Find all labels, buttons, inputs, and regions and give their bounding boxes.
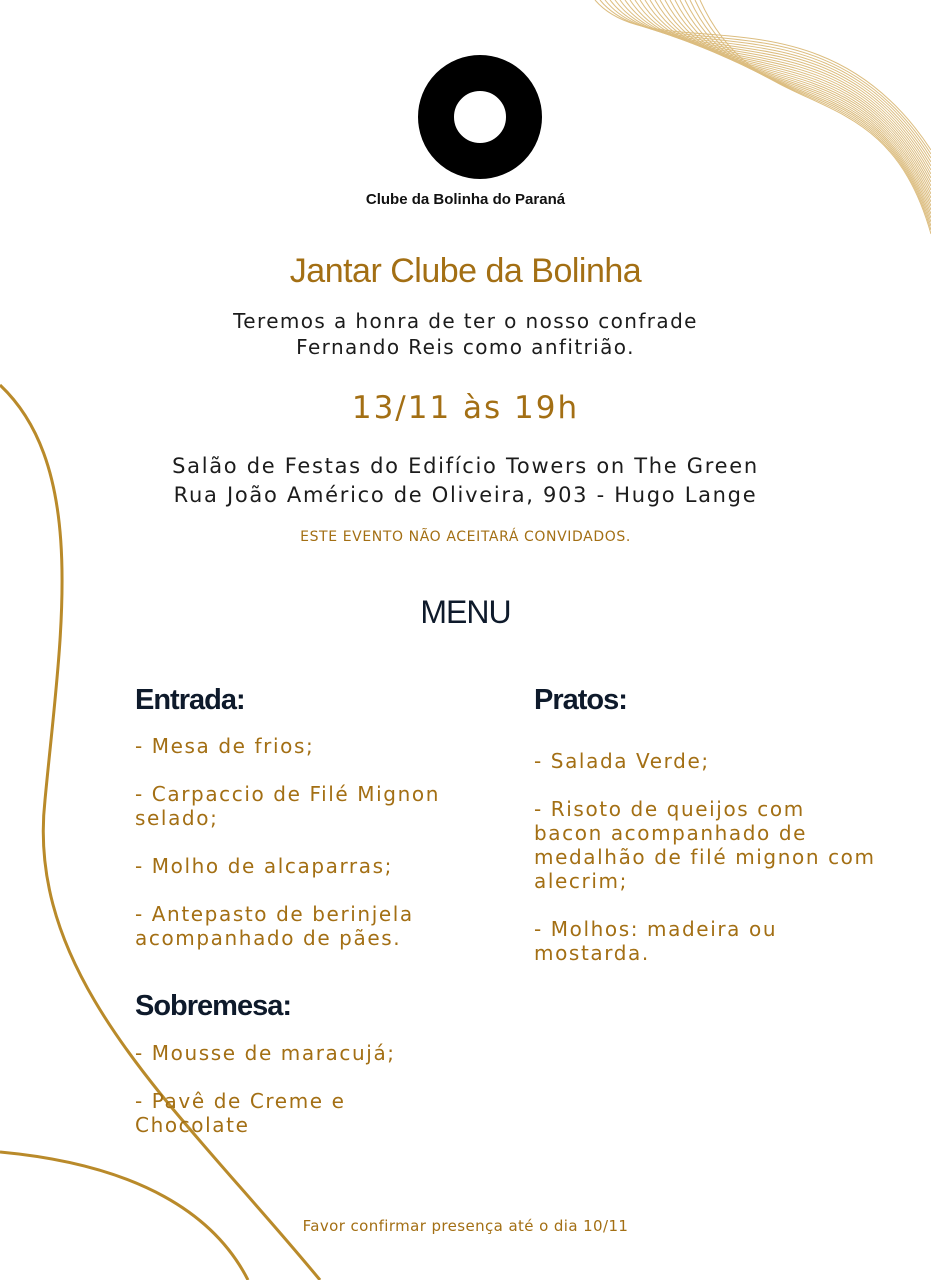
list-item: - Risoto de queijos com bacon acompanhado de medalhão de filé mignon com alecrim; bbox=[534, 797, 876, 893]
list-item: - Mousse de maracujá; bbox=[135, 1041, 396, 1065]
event-venue bbox=[0, 452, 931, 510]
list-item: - Mesa de frios; bbox=[135, 734, 315, 758]
list-item: - Pavê de Creme e Chocolate bbox=[135, 1089, 346, 1137]
bottom-gold-curve bbox=[0, 1152, 248, 1280]
wave-line bbox=[610, 0, 931, 162]
list-item: - Molho de alcaparras; bbox=[135, 854, 393, 878]
venue-line-2: Rua João Américo de Oliveira, 903 - Hugo Lange bbox=[173, 483, 758, 507]
entrada-list bbox=[135, 734, 507, 974]
pratos-list bbox=[534, 749, 879, 989]
sobremesa-title: Sobremesa: bbox=[135, 990, 292, 1022]
event-intro bbox=[0, 308, 931, 360]
list-item: - Molhos: madeira ou mostarda. bbox=[534, 917, 778, 965]
menu-heading: MENU bbox=[420, 594, 511, 630]
event-datetime: 13/11 às 19h bbox=[351, 390, 580, 426]
wave-line bbox=[635, 0, 931, 182]
venue-line-1: Salão de Festas do Edifício Towers on The Green bbox=[172, 454, 759, 478]
intro-line-1: Teremos a honra de ter o nosso confrade bbox=[233, 309, 698, 333]
wave-line bbox=[640, 0, 931, 186]
rsvp-note: Favor confirmar presença até o dia 10/11 bbox=[302, 1217, 629, 1235]
wave-line bbox=[650, 0, 931, 194]
list-item: - Salada Verde; bbox=[534, 749, 710, 773]
wave-line bbox=[655, 0, 931, 198]
event-title: Jantar Clube da Bolinha bbox=[289, 252, 642, 290]
club-name: Clube da Bolinha do Paraná bbox=[365, 191, 566, 208]
pratos-title: Pratos: bbox=[534, 684, 627, 716]
event-notice: ESTE EVENTO NÃO ACEITARÁ CONVIDADOS. bbox=[300, 529, 631, 545]
wave-line bbox=[645, 0, 931, 190]
list-item: - Carpaccio de Filé Mignon selado; bbox=[135, 782, 440, 830]
list-item: - Antepasto de berinjela acompanhado de pães. bbox=[135, 902, 414, 950]
ring-logo-icon bbox=[418, 55, 542, 179]
entrada-title: Entrada: bbox=[135, 684, 245, 716]
sobremesa-list bbox=[135, 1041, 435, 1161]
intro-line-2: Fernando Reis como anfitrião. bbox=[296, 335, 635, 359]
